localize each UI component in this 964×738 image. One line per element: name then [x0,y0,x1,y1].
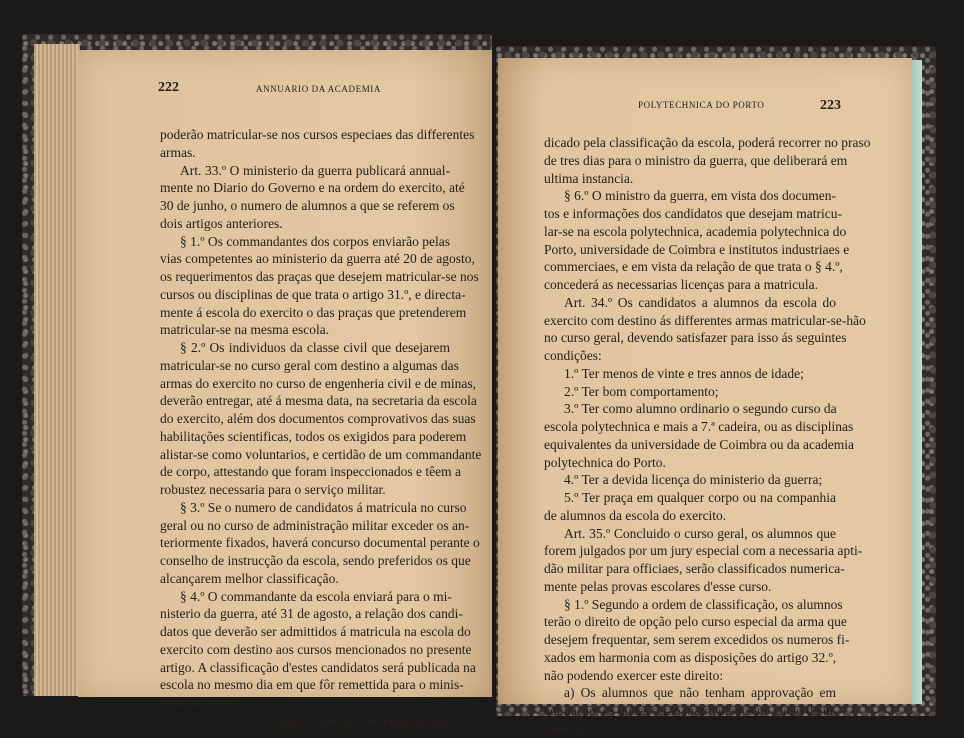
text-line: § 2.º Os individuos da classe civil que desejarem [180,340,450,355]
text-line: exercito com destino aos cursos mencionados no presente [160,641,472,657]
text-line: nisterio da guerra, até 31 de agosto, a relação dos candi- [160,606,463,622]
text-line: deverão entregar, até á mesma data, na secretaria da escola [160,393,477,409]
text-line: mente pelas provas escolares d'esse curso. [544,578,772,594]
text-line: matricular-se na mesma escola. [160,322,330,338]
page-number: 222 [158,80,179,95]
text-block [160,126,482,730]
text-line: mente no Diario do Governo e na ordem do exercito, até [160,180,465,196]
text-line: poderão matricular-se nos cursos especiaes das differentes [160,127,475,142]
text-line: do exercito, além dos documentos comprovativos das suas [160,411,476,426]
text-line: § 1.º Os commandantes dos corpos enviarão pelas [180,233,450,249]
text-line: no curso geral, devendo satisfazer para isso ás seguintes [544,330,847,346]
text-line: § 5.º No caso de algum candidato se julgar preju- [180,712,450,728]
text-line: forem julgados por um jury especial com a necessaria apti- [544,543,863,559]
text-line: xados em harmonia com as disposições do artigo 32.º, [544,649,837,665]
text-line: commerciaes, e em vista da relação de que trata o § 4.º, [544,259,843,275]
text-line: armas. [160,144,196,160]
text-line: alcançarem melhor classificação. [160,570,339,586]
text-line: cursos ou disciplinas de que trata o artigo 31.º, e directa- [160,286,466,302]
text-line: fanteria; [544,720,589,736]
text-line: 4.º Ter a devida licença do ministerio da guerra; [564,472,823,488]
text-line: dois artigos anteriores. [160,215,283,231]
text-line: § 1.º Segundo a ordem de classificação, os alumnos [564,596,843,612]
text-line: condições: [544,348,602,363]
text-line: terio da guerra. [160,695,243,710]
text-line: Porto, universidade de Coimbra e institutos industriaes e [544,241,850,257]
text-line: armas do exercito no curso de engenheria civil e de minas, [160,375,477,391]
text-line: não podendo exercer este direito: [544,667,724,683]
text-line: a) Os alumnos que não tenham approvação em [564,685,836,701]
text-line: robustez necessaria para o serviço militar. [160,482,386,497]
text-line: 30 de junho, o numero de alumnos a que se referem os [160,198,455,213]
text-line: 3.º Ter como alumno ordinario o segundo curso da [564,401,837,417]
text-line: ultima instancia. [544,170,634,186]
text-line: os requerimentos das praças que desejem matricular-se nos [160,269,479,284]
text-line: § 6.º O ministro da guerra, em vista dos documen- [564,188,836,204]
text-line: escola polytechnica e mais a 7.ª cadeira, ou as disciplinas [544,419,854,434]
text-line: equitação, os quaes serão matriculados no curso de in- [544,703,838,718]
text-line: de alumnos da escola do exercito. [544,507,727,523]
text-line: concederá as necessarias licenças para a matricula. [544,277,818,292]
text-line: mente á escola do exercito o das praças que pretenderem [160,304,467,320]
text-line: 2.º Ter bom comportamento; [564,383,719,399]
text-line: vias competentes ao ministerio da guerra até 20 de agosto, [160,251,475,267]
text-block [544,134,871,738]
text-line: terão o direito de opção pelo curso especial da arma que [544,614,847,630]
text-line: dão militar para officiaes, serão classificados numerica- [544,561,845,576]
right-page [498,58,912,736]
text-line: 1.º Ter menos de vinte e tres annos de idade; [564,365,804,381]
left-page-block-edge [34,44,80,696]
text-line: lar-se na escola polytechnica, academia polytechnica do [544,223,847,239]
text-line: exercito com destino ás differentes armas matricular-se-hão [544,312,866,328]
text-line: escola no mesmo dia em que fôr remettida para o minis- [160,677,464,693]
running-head: POLYTECHNICA DO PORTO [638,100,765,110]
text-line: Art. 35.º Concluido o curso geral, os alumnos que [564,525,836,541]
text-line: de tres dias para o ministro da guerra, que deliberará em [544,152,848,168]
text-line: dicado pela classificação da escola, poderá recorrer no praso [544,135,871,150]
text-line: Art. 34.º Os candidatos a alumnos da escola do [564,294,836,310]
text-line: conselho de instrucção da escola, sendo preferidos os que [160,553,471,568]
text-line: equivalentes da universidade de Coimbra ou da academia [544,436,855,452]
page-number: 223 [820,98,841,113]
running-head: ANNUARIO DA ACADEMIA [256,84,382,94]
left-page [78,50,492,728]
text-line: geral ou no curso de administração militar exceder os an- [160,517,470,533]
text-line: § 4.º O commandante da escola enviará para o mi- [180,588,452,604]
text-line: teriormente fixados, haverá concurso documental perante o [160,535,480,551]
text-line: 5.º Ter praça em qualquer corpo ou na companhia [564,490,836,505]
text-line: artigo. A classificação d'estes candidatos será publicada na [160,659,476,675]
text-line: habilitações scientificas, todos os exigidos para poderem [160,428,467,444]
text-line: tos e informações dos candidatos que desejam matricu- [544,206,843,221]
text-line: § 3.º Se o numero de candidatos á matricula no curso [180,499,467,515]
text-line: datos que deverão ser admittidos á matricula na escola do [160,624,471,639]
text-line: Art. 33.º O ministerio da guerra publicará annual- [180,162,450,178]
text-line: alistar-se como voluntarios, e certidão de um commandante [160,446,482,462]
text-line: de corpo, attestando que foram inspeccionados e têem a [160,464,462,480]
text-line: matricular-se no curso geral com destino a algumas das [160,357,459,373]
text-line: desejem frequentar, sem serem excedidos os numeros fi- [544,632,850,647]
text-line: polytechnica do Porto. [544,454,666,470]
